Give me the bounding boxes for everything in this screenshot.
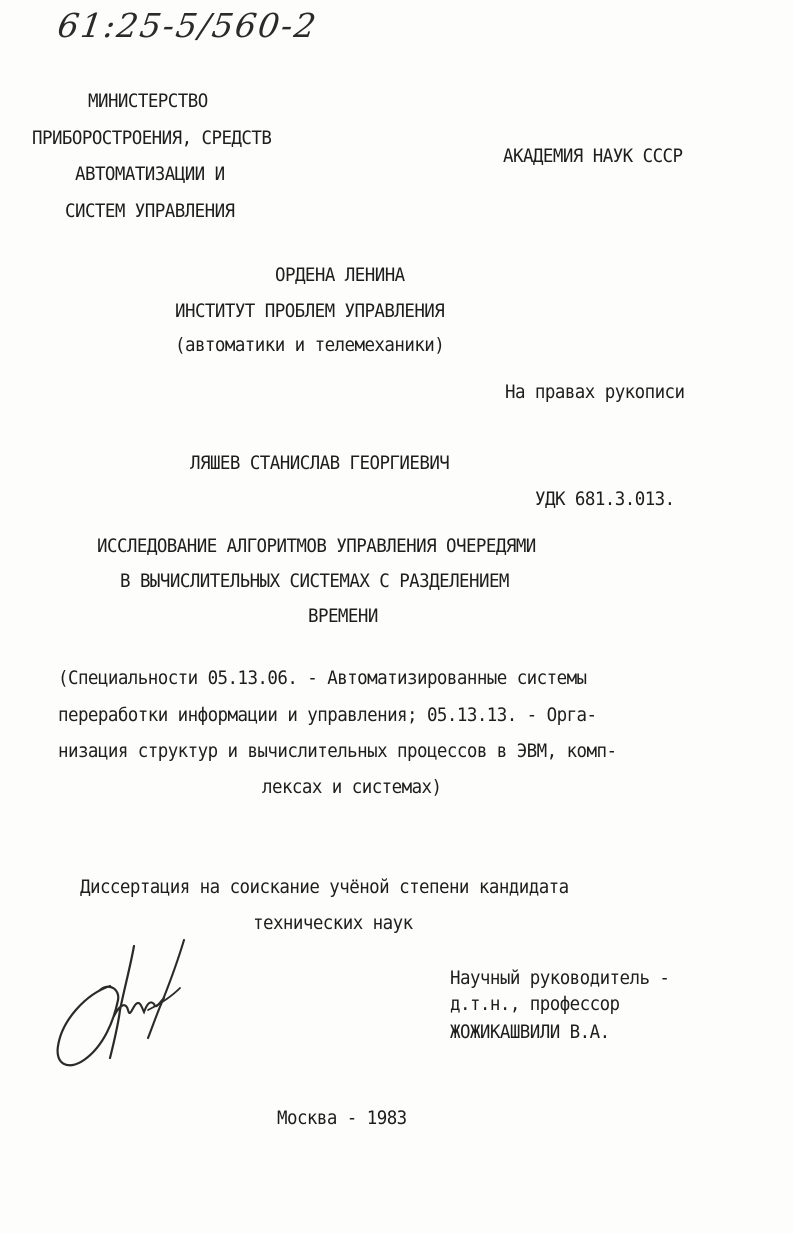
udc-code: УДК 681.3.013. <box>535 488 675 510</box>
institute-line-3: (автоматики и телемеханики) <box>175 334 445 356</box>
academy-name: АКАДЕМИЯ НАУК СССР <box>503 145 683 167</box>
specialty-line-1: (Специальности 05.13.06. - Автоматизированные системы <box>58 667 587 689</box>
place-and-year: Москва - 1983 <box>277 1107 407 1129</box>
specialty-line-2: переработки информации и управления; 05.13.13. - Орга- <box>58 704 597 726</box>
manuscript-rights: На правах рукописи <box>505 381 685 403</box>
author-name: ЛЯШЕВ СТАНИСЛАВ ГЕОРГИЕВИЧ <box>190 452 450 474</box>
title-line-2: В ВЫЧИСЛИТЕЛЬНЫХ СИСТЕМАХ С РАЗДЕЛЕНИЕМ <box>120 570 509 592</box>
ministry-line-4: СИСТЕМ УПРАВЛЕНИЯ <box>65 200 235 222</box>
signature-stroke-upper <box>110 946 134 1058</box>
signature-image <box>48 938 198 1078</box>
supervisor-line-3: ЖОЖИКАШВИЛИ В.А. <box>450 1021 610 1043</box>
supervisor-line-2: д.т.н., профессор <box>450 993 620 1015</box>
dissertation-line-1: Диссертация на соискание учёной степени кандидата <box>80 876 569 898</box>
title-line-3: ВРЕМЕНИ <box>308 605 378 627</box>
supervisor-line-1: Научный руководитель - <box>450 967 670 989</box>
specialty-line-3: низация структур и вычислительных процессов в ЭВМ, комп- <box>58 740 617 762</box>
ministry-line-2: ПРИБОРОСТРОЕНИЯ, СРЕДСТВ <box>32 127 272 149</box>
ministry-line-3: АВТОМАТИЗАЦИИ И <box>75 163 225 185</box>
institute-line-2: ИНСТИТУТ ПРОБЛЕМ УПРАВЛЕНИЯ <box>175 300 445 322</box>
specialty-line-4: лексах и системах) <box>262 776 442 798</box>
archive-code-handwritten: 61:25-5/560-2 <box>55 6 321 45</box>
dissertation-line-2: технических наук <box>253 912 413 934</box>
institute-line-1: ОРДЕНА ЛЕНИНА <box>275 264 405 286</box>
title-line-1: ИССЛЕДОВАНИЕ АЛГОРИТМОВ УПРАВЛЕНИЯ ОЧЕРЕДЯМИ <box>97 535 536 557</box>
ministry-line-1: МИНИСТЕРСТВО <box>88 90 208 112</box>
signature-stroke-loop <box>58 986 119 1065</box>
